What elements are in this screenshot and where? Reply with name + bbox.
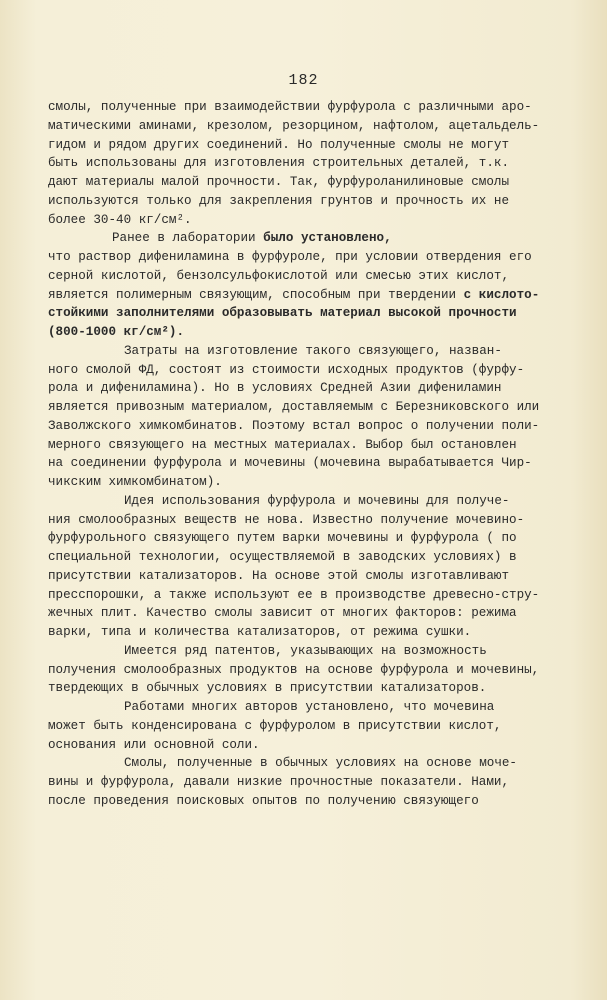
text-line: [48, 117, 588, 136]
text-line: [48, 492, 588, 511]
emphasized-text: было установлено,: [263, 231, 392, 246]
line-text: дают материалы малой прочности. Так, фурфуроланилиновые смолы: [48, 175, 510, 189]
text-line: [48, 267, 588, 286]
paragraph: [48, 229, 588, 342]
text-line: [48, 98, 588, 117]
line-text: быть использованы для изготовления строительных деталей, т.к.: [48, 156, 510, 171]
text-line: [48, 717, 588, 736]
line-text: является привозным материалом, доставляемым с Березниковского или: [48, 400, 540, 414]
paragraph: [48, 642, 588, 698]
line-text: пресспорошки, а также используют ее в производстве древесно-стру-: [48, 587, 540, 602]
line-text: используются только для закрепления грунтов и прочность их не: [48, 193, 510, 208]
line-text: основания или основной соли.: [48, 737, 260, 752]
text-line: [48, 154, 588, 173]
line-text: вины и фурфурола, давали низкие прочностные показатели. Нами,: [48, 775, 510, 789]
text-line: [48, 248, 588, 267]
text-line: [48, 379, 588, 398]
text-line: [48, 511, 588, 530]
text-line: [48, 773, 588, 792]
line-text: Имеется ряд патентов, указывающих на возможность: [124, 643, 487, 658]
line-text: мерного связующего на местных материалах. Выбор был остановлен: [48, 437, 517, 452]
line-text: серной кислотой, бензолсульфокислотой или смесью этих кислот,: [48, 268, 510, 283]
emphasized-text: с кислото-: [463, 287, 540, 302]
text-line: [48, 567, 588, 586]
text-line: [48, 661, 588, 680]
line-text: после проведения поисковых опытов по получению связующего: [48, 793, 479, 808]
line-text: специальной технологии, осуществляемой в заводских условиях) в: [48, 550, 517, 564]
text-line: [48, 586, 588, 605]
text-line: [48, 754, 588, 773]
text-line: [48, 229, 588, 248]
line-text: матическими аминами, крезолом, резорцином, нафтолом, ацетальдель-: [48, 118, 540, 133]
text-line: [48, 342, 588, 361]
line-text: жечных плит. Качество смолы зависит от многих факторов: режима: [48, 606, 517, 621]
line-text: присутствии катализаторов. На основе этой смолы изготавливают: [48, 568, 510, 583]
body-text: [48, 98, 588, 811]
text-line: [48, 473, 588, 492]
line-text: на соединении фурфурола и мочевины (мочевина вырабатывается Чир-: [48, 456, 532, 471]
text-line: [48, 417, 588, 436]
text-line: [48, 323, 588, 342]
emphasized-text: (800-1000 кг/см²).: [48, 325, 185, 339]
text-line: [48, 454, 588, 473]
line-text: что раствор дифениламина в фурфуроле, при условии отвердения его: [48, 250, 532, 264]
line-text: ния смолообразных веществ не нова. Известно получение мочевино-: [48, 512, 525, 527]
line-text: более 30-40 кг/см².: [48, 212, 192, 227]
text-line: [48, 642, 588, 661]
line-text: Заволжского химкомбинатов. Поэтому встал вопрос о получении поли-: [48, 418, 540, 433]
line-text: ного смолой ФД, состоят из стоимости исходных продуктов (фурфу-: [48, 362, 525, 377]
text-line: [48, 286, 588, 305]
text-line: [48, 192, 588, 211]
text-line: [48, 679, 588, 698]
line-text: чикским химкомбинатом).: [48, 475, 222, 489]
text-line: [48, 304, 588, 323]
text-line: [48, 548, 588, 567]
text-line: [48, 436, 588, 455]
line-text: Ранее в лаборатории: [112, 231, 264, 246]
line-text: варки, типа и количества катализаторов, от режима сушки.: [48, 625, 472, 639]
text-line: [48, 398, 588, 417]
line-text: может быть конденсирована с фурфуролом в присутствии кислот,: [48, 718, 502, 733]
text-line: [48, 698, 588, 717]
line-text: Смолы, полученные в обычных условиях на основе моче-: [124, 756, 517, 771]
line-text: гидом и рядом других соединений. Но полученные смолы не могут: [48, 137, 510, 152]
line-text: является полимерным связующим, способным при твердении: [48, 287, 464, 302]
line-text: Идея использования фурфурола и мочевины для получе-: [124, 493, 510, 508]
line-text: Работами многих авторов установлено, что мочевина: [124, 700, 495, 714]
line-text: Затраты на изготовление такого связующего, назван-: [124, 343, 502, 358]
paragraph: [48, 754, 588, 810]
text-line: [48, 136, 588, 155]
paragraph: [48, 698, 588, 754]
line-text: смолы, полученные при взаимодействии фурфурола с различными аро-: [48, 100, 532, 114]
line-text: получения смолообразных продуктов на основе фурфурола и мочевины,: [48, 662, 540, 677]
paragraph: [48, 492, 588, 642]
text-line: [48, 361, 588, 380]
paragraph: [48, 342, 588, 492]
line-text: фурфурольного связующего путем варки мочевины и фурфурола ( по: [48, 531, 517, 546]
line-text: рола и дифениламина). Но в условиях Средней Азии дифениламин: [48, 381, 502, 396]
text-line: [48, 792, 588, 811]
text-line: [48, 604, 588, 623]
text-line: [48, 211, 588, 230]
page-number: 182: [288, 72, 319, 89]
line-text: твердеющих в обычных условиях в присутствии катализаторов.: [48, 681, 487, 696]
emphasized-text: стойкими заполнителями образовывать материал высокой прочности: [48, 306, 517, 321]
text-line: [48, 173, 588, 192]
text-line: [48, 623, 588, 642]
paragraph: [48, 98, 588, 229]
text-line: [48, 736, 588, 755]
text-line: [48, 529, 588, 548]
